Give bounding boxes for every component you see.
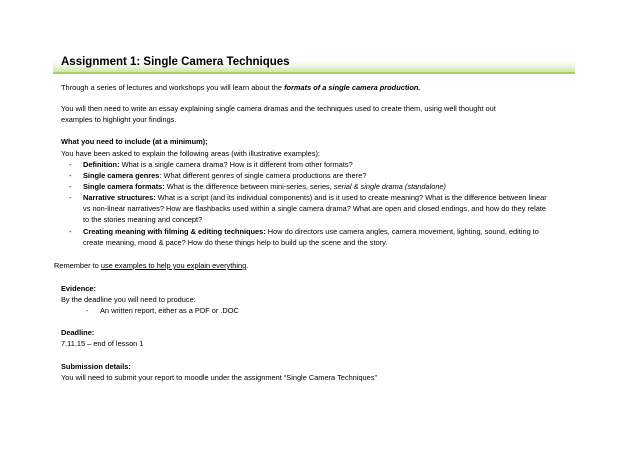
intro-paragraph <box>61 82 420 93</box>
item-text: How do directors use camera angles, camera movement, lighting, sound, editing to <box>265 227 539 236</box>
essay-line-1: You will then need to write an essay explaining single camera dramas and the techniques used to create them, using well thought out <box>61 104 496 113</box>
title-banner <box>53 52 575 74</box>
bullet-dash: - <box>69 227 72 236</box>
page-title: Assignment 1: Single Camera Techniques <box>61 56 290 68</box>
item-text: What is a script (and its individual components) and is it used to create meaning? What is the difference between linear <box>155 193 547 202</box>
bullet-dash: - <box>69 182 72 191</box>
item-label: Definition: <box>83 160 120 169</box>
item-continuation: to the stories meaning and concept? <box>83 215 203 224</box>
item-continuation: vs non-linear narratives? How are flashbacks used within a single camera drama? What are open and closed endings, and how do they relate <box>83 204 546 213</box>
submission-text: You will need to submit your report to moodle under the assignment “Single Camera Techniques” <box>61 373 377 382</box>
bullet-dash: - <box>69 171 72 180</box>
item-text: : What different genres of single camera productions are there? <box>159 171 367 180</box>
item-label: Single camera formats: <box>83 182 165 191</box>
remember-prefix: Remember to <box>54 261 101 270</box>
item-label: Creating meaning with filming & editing techniques: <box>83 227 266 236</box>
item-emphasis: serial & single drama (standalone) <box>333 182 447 191</box>
evidence-line: By the deadline you will need to produce: <box>61 295 196 304</box>
evidence-heading: Evidence: <box>61 284 96 293</box>
include-intro: You have been asked to explain the following areas (with illustrative examples): <box>61 149 320 158</box>
intro-text: Through a series of lectures and workshops you will learn about the <box>61 83 285 92</box>
essay-line-2: examples to highlight your findings. <box>61 115 177 124</box>
remember-suffix: . <box>246 261 249 270</box>
item-label: Single camera genres <box>83 171 160 180</box>
bullet-dash: - <box>69 193 72 202</box>
item-label: Narrative structures: <box>83 193 156 202</box>
deadline-heading: Deadline: <box>61 328 95 337</box>
bullet-dash: - <box>86 306 89 315</box>
intro-emphasis: formats of a single camera production. <box>284 83 421 92</box>
item-continuation: create meaning, mood & pace? How do these things help to build up the scene and the story. <box>83 238 388 247</box>
evidence-item: An written report, either as a PDF or .DOC <box>100 306 239 315</box>
item-text: What is a single camera drama? How is it different from other formats? <box>119 160 353 169</box>
remember-line <box>54 260 248 271</box>
bullet-dash: - <box>69 160 72 169</box>
remember-link: use examples to help you explain everything <box>100 261 247 270</box>
include-heading: What you need to include (at a minimum); <box>61 137 208 146</box>
submission-heading: Submission details: <box>61 362 131 371</box>
deadline-value: 7.11.15 – end of lesson 1 <box>61 339 144 348</box>
item-text: What is the difference between mini-series, series, <box>164 182 334 191</box>
